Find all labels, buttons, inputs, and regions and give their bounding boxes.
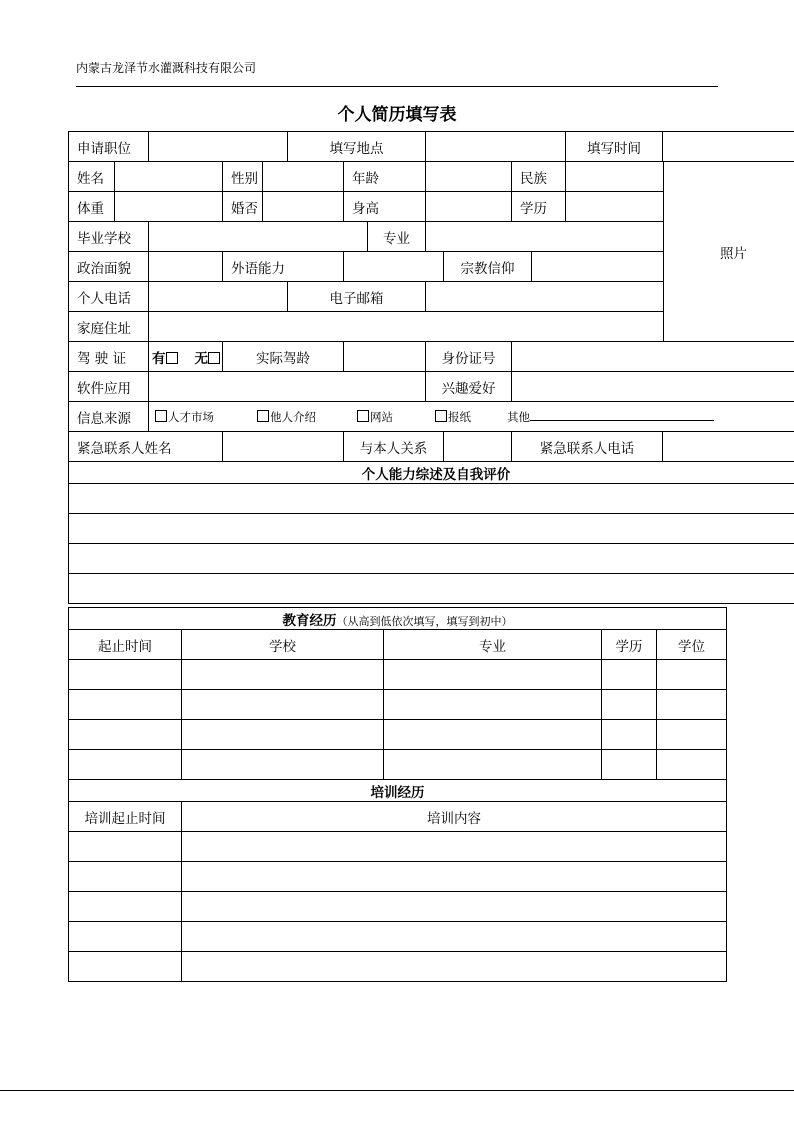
cell[interactable] xyxy=(69,832,182,862)
cell[interactable] xyxy=(182,952,727,982)
cell[interactable] xyxy=(602,750,657,780)
table-row xyxy=(69,690,727,720)
marital-label: 婚否 xyxy=(223,192,263,222)
religion-input[interactable] xyxy=(532,252,664,282)
page-title: 个人简历填写表 xyxy=(337,105,457,125)
education-heading-note: （从高到低依次填写，填写到初中） xyxy=(336,614,513,628)
source-opt4-label: 报纸 xyxy=(448,409,471,424)
emergency-phone-label: 紧急联系人电话 xyxy=(512,432,663,462)
relation-label: 与本人关系 xyxy=(344,432,444,462)
hobbies-input[interactable] xyxy=(512,372,794,402)
cell[interactable] xyxy=(384,720,602,750)
cell[interactable] xyxy=(657,690,727,720)
education-heading-title: 教育经历 xyxy=(282,612,337,629)
self-eval-line[interactable] xyxy=(69,514,794,544)
language-input[interactable] xyxy=(344,252,444,282)
weight-label: 体重 xyxy=(69,192,115,222)
fill-place-input[interactable] xyxy=(426,132,566,162)
cell[interactable] xyxy=(602,720,657,750)
cell[interactable] xyxy=(182,750,384,780)
software-label: 软件应用 xyxy=(69,372,149,402)
cell[interactable] xyxy=(182,660,384,690)
table-row xyxy=(69,922,727,952)
table-row xyxy=(69,832,727,862)
source-opt4-checkbox[interactable] xyxy=(435,410,447,422)
info-source-options xyxy=(149,402,794,432)
gender-label: 性别 xyxy=(223,162,263,192)
cell[interactable] xyxy=(69,862,182,892)
source-other-label: 其他 xyxy=(507,409,530,424)
school-input[interactable] xyxy=(149,222,368,252)
table-row xyxy=(69,720,727,750)
cell[interactable] xyxy=(69,892,182,922)
source-other-input[interactable] xyxy=(530,409,714,421)
marital-input[interactable] xyxy=(263,192,344,222)
id-number-input[interactable] xyxy=(512,342,794,372)
edu-col-school: 学校 xyxy=(182,630,384,660)
cell[interactable] xyxy=(384,690,602,720)
email-input[interactable] xyxy=(426,282,664,312)
company-name: 内蒙古龙泽节水灌溉科技有限公司 xyxy=(76,61,257,75)
table-row xyxy=(69,862,727,892)
cell[interactable] xyxy=(602,660,657,690)
age-input[interactable] xyxy=(426,162,512,192)
cell[interactable] xyxy=(182,862,727,892)
cell[interactable] xyxy=(69,690,182,720)
phone-label: 个人电话 xyxy=(69,282,149,312)
source-opt2-label: 他人介绍 xyxy=(270,409,316,424)
fill-place-label: 填写地点 xyxy=(288,132,426,162)
phone-input[interactable] xyxy=(149,282,288,312)
school-label: 毕业学校 xyxy=(69,222,149,252)
education-heading xyxy=(69,608,727,630)
edu-col-degree: 学位 xyxy=(657,630,727,660)
cell[interactable] xyxy=(602,690,657,720)
cell[interactable] xyxy=(69,952,182,982)
cell[interactable] xyxy=(182,720,384,750)
education-label: 学历 xyxy=(512,192,566,222)
emergency-phone-input[interactable] xyxy=(663,432,794,462)
edu-col-period: 起止时间 xyxy=(69,630,182,660)
emergency-name-label: 紧急联系人姓名 xyxy=(69,432,223,462)
ethnicity-input[interactable] xyxy=(566,162,664,192)
relation-input[interactable] xyxy=(444,432,512,462)
address-input[interactable] xyxy=(149,312,664,342)
education-input[interactable] xyxy=(566,192,664,222)
license-yes-label: 有 xyxy=(152,350,166,367)
software-input[interactable] xyxy=(149,372,426,402)
cell[interactable] xyxy=(69,922,182,952)
training-col-content: 培训内容 xyxy=(182,802,727,832)
footer-divider xyxy=(0,1090,794,1091)
email-label: 电子邮箱 xyxy=(288,282,426,312)
emergency-name-input[interactable] xyxy=(223,432,344,462)
cell[interactable] xyxy=(657,750,727,780)
source-opt1-checkbox[interactable] xyxy=(155,410,167,422)
license-no-checkbox[interactable] xyxy=(208,352,220,364)
info-source-label: 信息来源 xyxy=(69,402,149,432)
license-label: 驾 驶 证 xyxy=(69,342,149,372)
political-input[interactable] xyxy=(149,252,223,282)
major-label: 专业 xyxy=(368,222,426,252)
self-eval-line[interactable] xyxy=(69,574,794,604)
major-input[interactable] xyxy=(426,222,664,252)
edu-col-major: 专业 xyxy=(384,630,602,660)
height-input[interactable] xyxy=(426,192,512,222)
name-input[interactable] xyxy=(115,162,223,192)
license-no-label: 无 xyxy=(194,350,208,367)
address-label: 家庭住址 xyxy=(69,312,149,342)
ethnicity-label: 民族 xyxy=(512,162,566,192)
education-table xyxy=(68,607,727,982)
cell[interactable] xyxy=(182,892,727,922)
cell[interactable] xyxy=(69,720,182,750)
political-label: 政治面貌 xyxy=(69,252,149,282)
cell[interactable] xyxy=(69,750,182,780)
gender-input[interactable] xyxy=(263,162,344,192)
cell[interactable] xyxy=(182,922,727,952)
cell[interactable] xyxy=(69,660,182,690)
age-label: 年龄 xyxy=(344,162,426,192)
religion-label: 宗教信仰 xyxy=(444,252,532,282)
edu-col-degree-level: 学历 xyxy=(602,630,657,660)
self-eval-line[interactable] xyxy=(69,544,794,574)
source-opt2-checkbox[interactable] xyxy=(257,410,269,422)
language-label: 外语能力 xyxy=(223,252,344,282)
driving-years-input[interactable] xyxy=(344,342,426,372)
position-label: 申请职位 xyxy=(69,132,149,162)
cell[interactable] xyxy=(657,720,727,750)
weight-input[interactable] xyxy=(115,192,223,222)
cell[interactable] xyxy=(384,750,602,780)
cell[interactable] xyxy=(182,832,727,862)
source-opt3-checkbox[interactable] xyxy=(357,410,369,422)
license-options xyxy=(149,342,223,372)
license-yes-checkbox[interactable] xyxy=(166,352,178,364)
hobbies-label: 兴趣爱好 xyxy=(426,372,512,402)
self-eval-heading: 个人能力综述及自我评价 xyxy=(69,462,794,484)
header-divider xyxy=(76,86,718,87)
table-row xyxy=(69,660,727,690)
position-input[interactable] xyxy=(149,132,288,162)
table-row xyxy=(69,952,727,982)
fill-time-label: 填写时间 xyxy=(566,132,663,162)
height-label: 身高 xyxy=(344,192,426,222)
table-row xyxy=(69,892,727,922)
cell[interactable] xyxy=(384,660,602,690)
fill-time-input[interactable] xyxy=(663,132,794,162)
source-opt1-label: 人才市场 xyxy=(168,409,214,424)
driving-years-label: 实际驾龄 xyxy=(223,342,344,372)
self-eval-line[interactable] xyxy=(69,484,794,514)
source-opt3-label: 网站 xyxy=(370,409,393,424)
table-row xyxy=(69,750,727,780)
photo-box[interactable]: 照片 xyxy=(664,162,794,342)
id-number-label: 身份证号 xyxy=(426,342,512,372)
training-heading: 培训经历 xyxy=(69,780,727,802)
training-col-period: 培训起止时间 xyxy=(69,802,182,832)
cell[interactable] xyxy=(182,690,384,720)
cell[interactable] xyxy=(657,660,727,690)
name-label: 姓名 xyxy=(69,162,115,192)
personal-info-table xyxy=(68,131,794,604)
